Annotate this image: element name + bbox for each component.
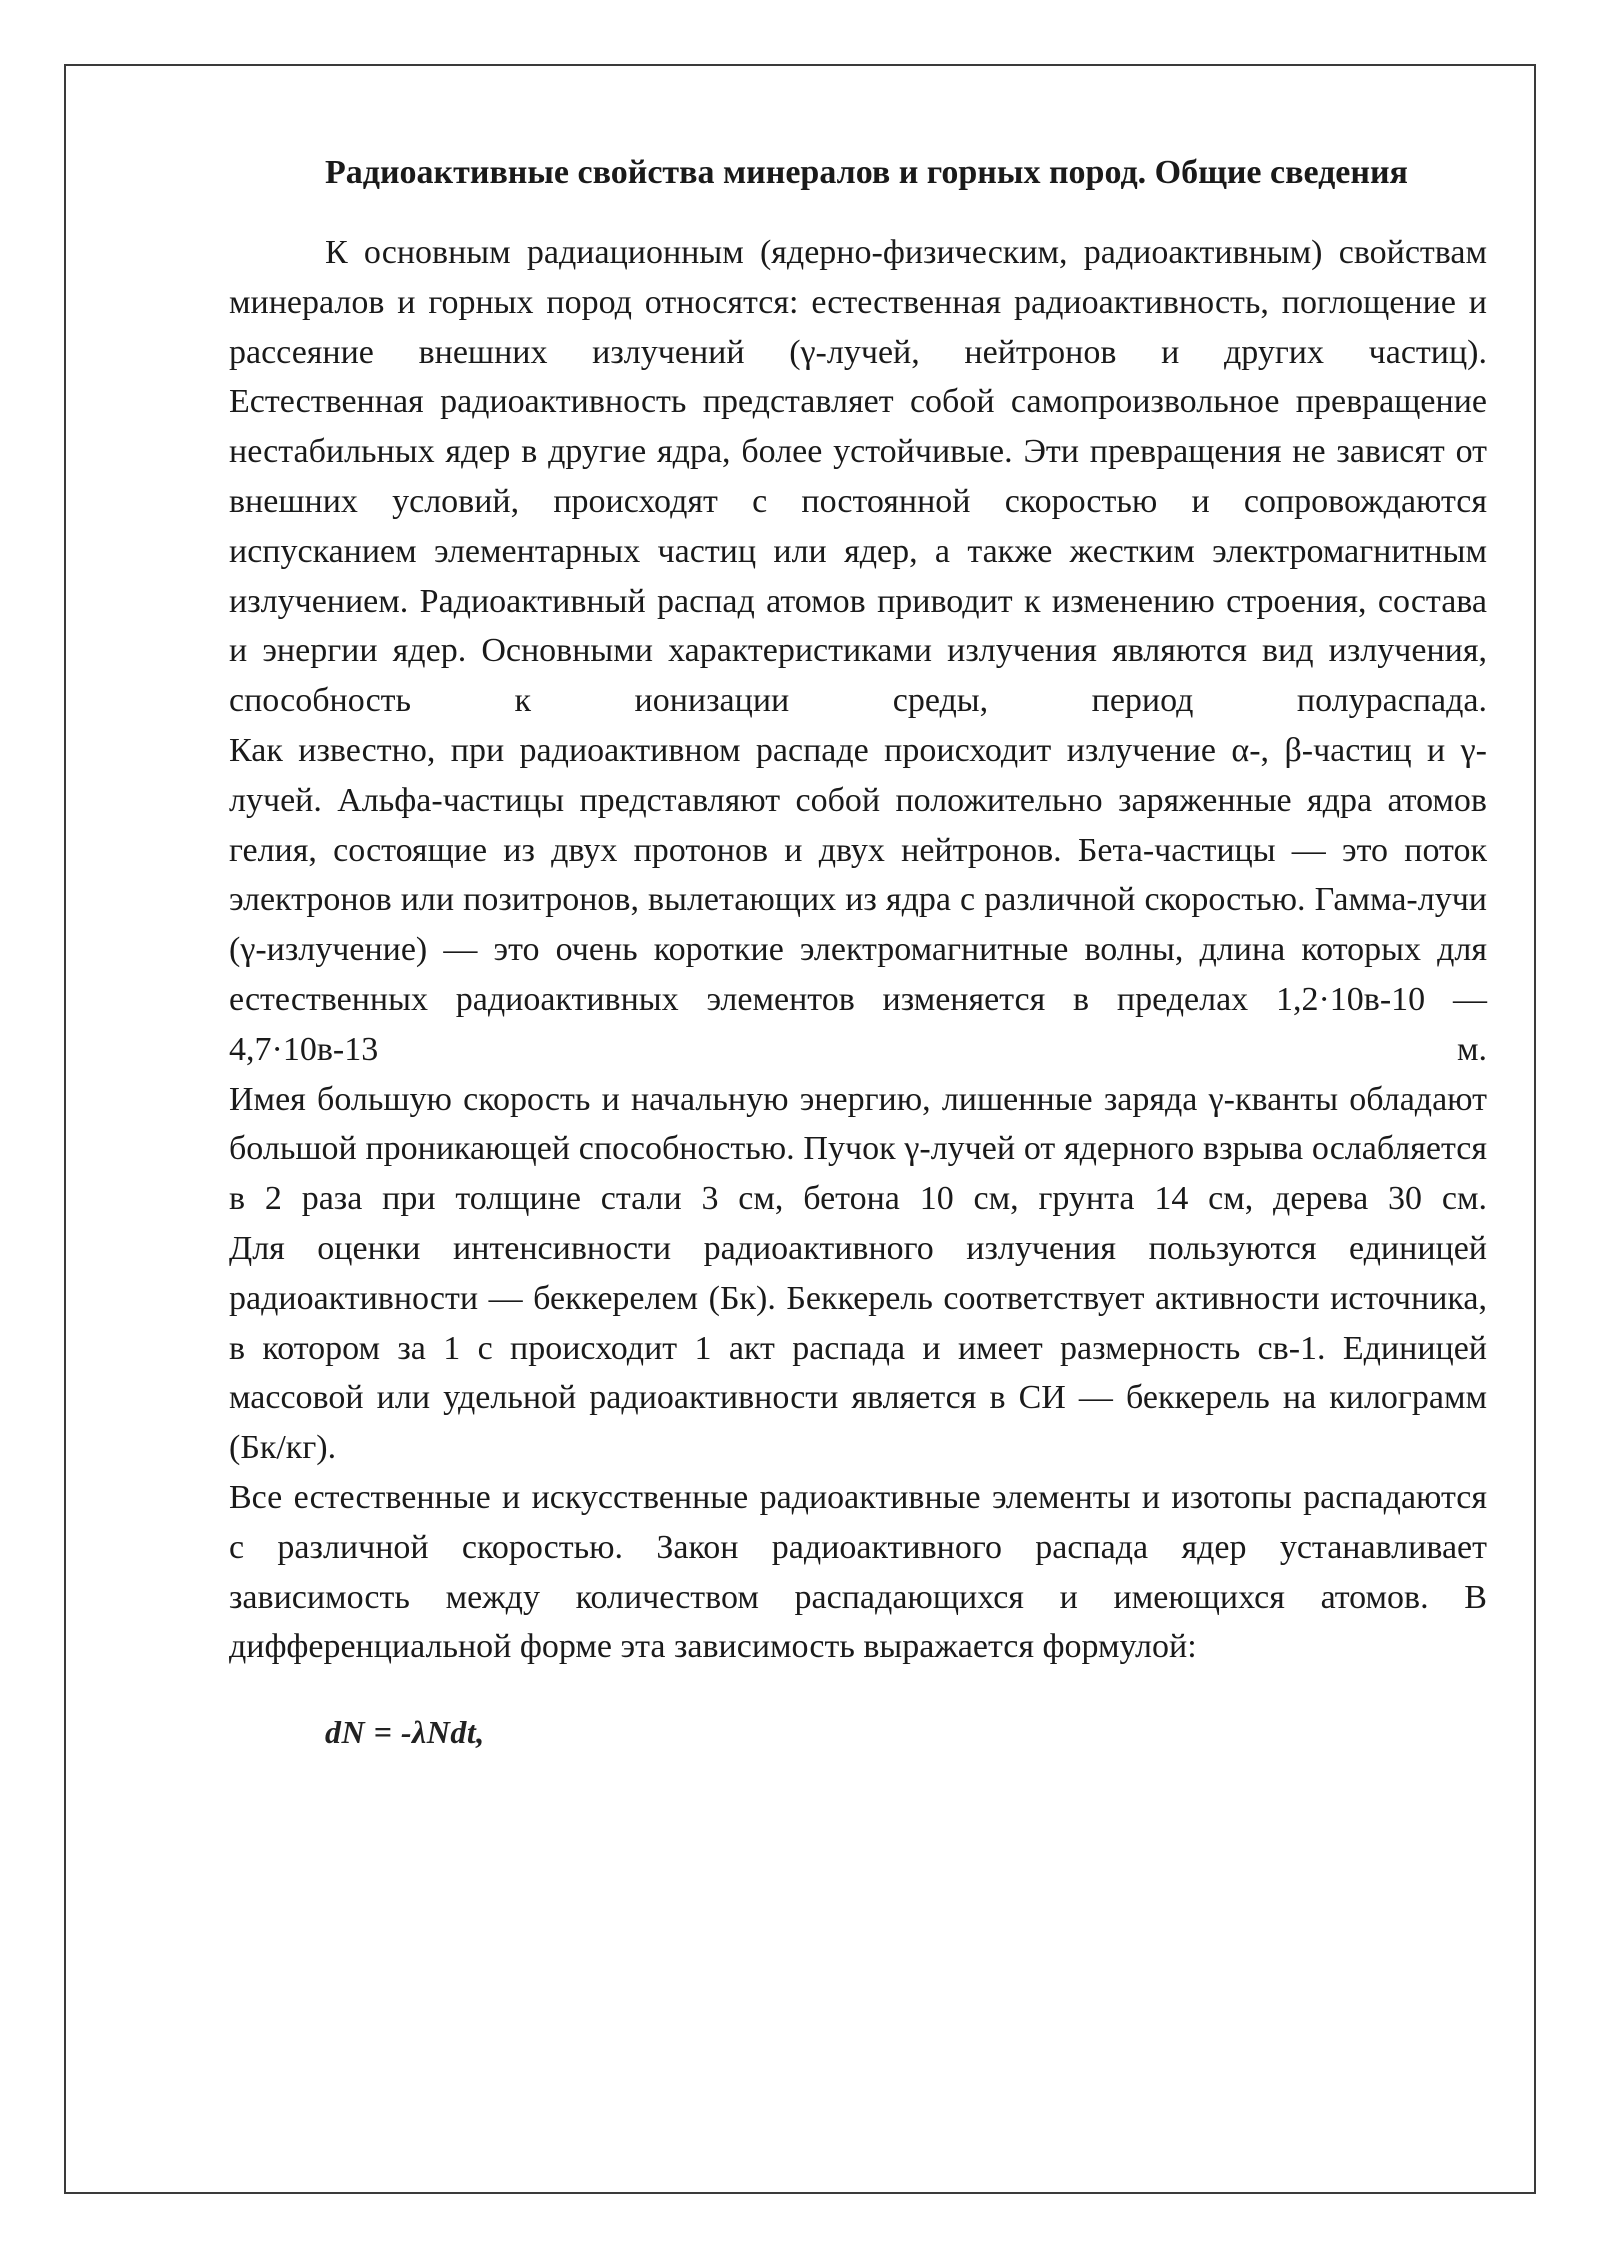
paragraph-5: Для оценки интенсивности радиоактивного излучения пользуются единицей радиоактивности — беккерелем (Бк). Беккерель соответствует активности источника, в котором за 1 с происходит 1 акт распада и имеет размерность св-1. Единицей массовой или удельной радиоактивности является в СИ — беккерель на килограмм (Бк/кг). <box>229 1229 1487 1467</box>
paragraph-4: Имея большую скорость и начальную энергию, лишенные заряда γ-кванты обладают большой проникающей способностью. Пучок γ-лучей от ядерного взрыва ослабляется в 2 раза при толщине стали 3 см, бетона 10 см, грунта 14 см, дерева 30 см. <box>229 1080 1487 1218</box>
paragraph-3: Как известно, при радиоактивном распаде происходит излучение α-, β-частиц и γ-лучей. Альфа-частицы представляют собой положительно заряженные ядра атомов гелия, состоящие из двух протонов и двух нейтронов. Бета-частицы — это поток электронов или позитронов, вылетающих из ядра с различной скоростью. Гамма-лучи (γ-излучение) — это очень короткие электромагнитные волны, длина которых для естественных радиоактивных элементов изменяется в пределах 1,2·10в-10 — 4,7·10в-13 м. <box>229 731 1487 1068</box>
paragraph-6: Все естественные и искусственные радиоактивные элементы и изотопы распадаются с различной скоростью. Закон радиоактивного распада ядер устанавливает зависимость между количеством распадающихся и имеющихся атомов. В дифференциальной форме эта зависимость выражается формулой: <box>229 1478 1487 1666</box>
document-title: Радиоактивные свойства минералов и горных пород. Общие сведения <box>325 154 1408 191</box>
paragraph-2: Естественная радиоактивность представляет собой самопроизвольное превращение нестабильных ядер в другие ядра, более устойчивые. Эти превращения не зависят от внешних условий, происходят с постоянной скоростью и сопровождаются испусканием элементарных частиц или ядер, а также жестким электромагнитным излучением. Радиоактивный распад атомов приводит к изменению строения, состава и энергии ядер. Основными характеристиками излучения являются вид излучения, способность к ионизации среды, период полураспада. <box>229 383 1487 720</box>
paragraph-1: К основным радиационным (ядерно-физическим, радиоактивным) свойствам минералов и горных пород относятся: естественная радиоактивность, поглощение и рассеяние внешних излучений (γ-лучей, нейтронов и других частиц). <box>229 234 1487 371</box>
document-body <box>229 228 1487 1672</box>
decay-formula: dN = -λNdt, <box>325 1714 485 1751</box>
document-content <box>229 148 1487 1754</box>
